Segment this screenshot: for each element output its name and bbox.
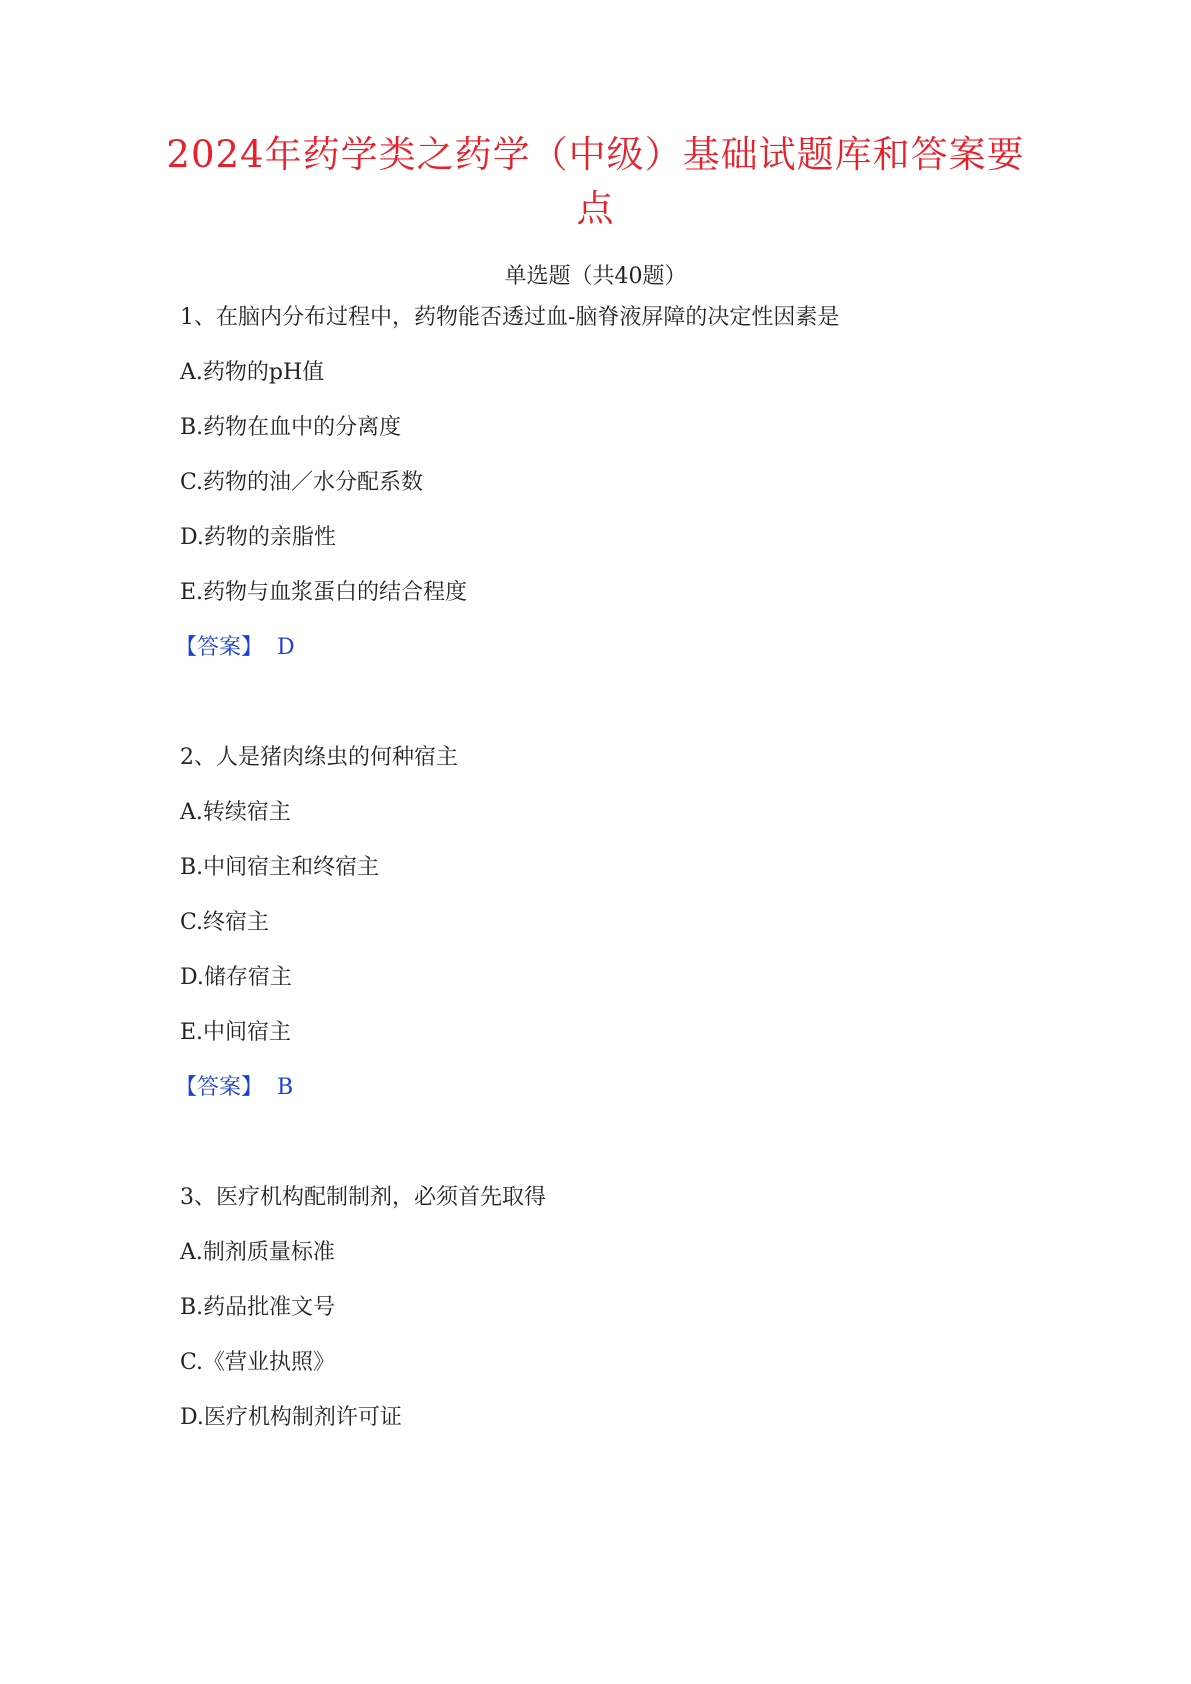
option-3c: C.《营业执照》	[180, 1350, 336, 1375]
option-3a: A.制剂质量标准	[180, 1240, 335, 1265]
answer-value-2: B	[277, 1075, 294, 1100]
option-1a: A.药物的pH值	[180, 360, 325, 385]
option-2e: E.中间宿主	[180, 1020, 292, 1045]
question-stem-2: 2、人是猪肉绦虫的何种宿主	[180, 745, 458, 770]
answer-1	[175, 633, 295, 663]
question-stem-3: 3、医疗机构配制制剂，必须首先取得	[180, 1185, 546, 1210]
option-2c: C.终宿主	[180, 910, 270, 935]
option-2a: A.转续宿主	[180, 800, 291, 825]
option-3d: D.医疗机构制剂许可证	[180, 1405, 402, 1430]
section-heading: 单选题（共40题）	[504, 264, 687, 289]
answer-2	[175, 1073, 293, 1103]
answer-label-2: 【答案】	[175, 1075, 264, 1100]
option-2d: D.储存宿主	[180, 965, 292, 990]
option-1b: B.药物在血中的分离度	[180, 415, 402, 440]
option-1c: C.药物的油／水分配系数	[180, 470, 424, 495]
option-1e: E.药物与血浆蛋白的结合程度	[180, 580, 468, 605]
question-stem-1: 1、在脑内分布过程中，药物能否透过血-脑脊液屏障的决定性因素是	[180, 305, 840, 330]
option-1d: D.药物的亲脂性	[180, 525, 336, 550]
option-3b: B.药品批准文号	[180, 1295, 336, 1320]
answer-label-1: 【答案】	[175, 635, 264, 660]
document-title: 2024年药学类之药学（中级）基础试题库和答案要点	[166, 133, 1025, 230]
answer-value-1: D	[277, 635, 295, 660]
option-2b: B.中间宿主和终宿主	[180, 855, 380, 880]
